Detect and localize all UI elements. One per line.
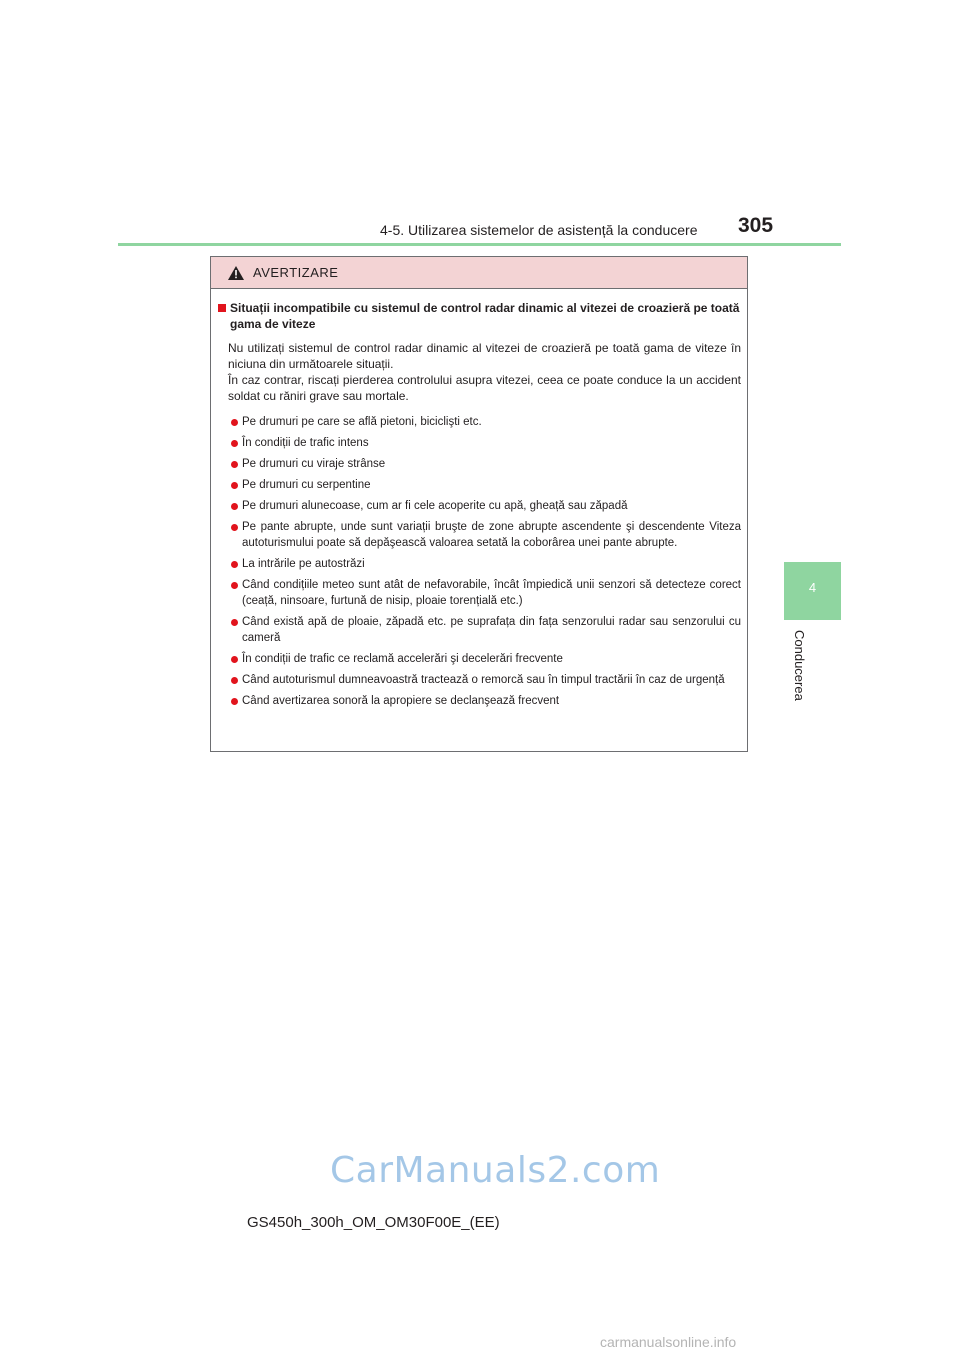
- header-rule: [118, 243, 841, 246]
- list-item: În condiții de trafic intens: [218, 435, 741, 451]
- page-number: 305: [738, 214, 774, 237]
- warning-box: [210, 256, 748, 752]
- section-text-2: În caz contrar, riscați pierderea controlului asupra vitezei, ceea ce poate conduce la un accident soldat cu răniri grave sau mortale.: [228, 373, 741, 403]
- watermark-footer[interactable]: carmanualsonline.info: [600, 1334, 737, 1350]
- list-item: Pe drumuri alunecoase, cum ar fi cele acoperite cu apă, gheață sau zăpadă: [218, 498, 741, 514]
- bullet-dot-icon: [231, 677, 238, 684]
- bullet-dot-icon: [231, 619, 238, 626]
- watermark-logo[interactable]: CarManuals2.com: [330, 1150, 661, 1191]
- bullet-dot-icon: [231, 503, 238, 510]
- list-item: În condiții de trafic ce reclamă accelerări şi decelerări frecvente: [218, 651, 741, 667]
- bullet-dot-icon: [231, 419, 238, 426]
- list-item: Când există apă de ploaie, zăpadă etc. pe suprafața din fața senzorului radar sau senzorului cu cameră: [218, 614, 741, 646]
- bullet-dot-icon: [231, 561, 238, 568]
- square-bullet-icon: [218, 304, 226, 312]
- chapter-tab-label: Conducerea: [792, 630, 807, 701]
- section-title-text: Situații incompatibile cu sistemul de control radar dinamic al vitezei de croazieră pe toată gama de viteze: [230, 301, 740, 331]
- warning-header: [211, 257, 747, 289]
- bullet-dot-icon: [231, 582, 238, 589]
- section-text: [228, 340, 741, 404]
- situation-list: [218, 414, 741, 709]
- list-item: La intrările pe autostrăzi: [218, 556, 741, 572]
- bullet-dot-icon: [231, 461, 238, 468]
- list-item: Pe pante abrupte, unde sunt variații bruşte de zone abrupte ascendente şi descendente Viteza autoturismului poate să depăşească valoarea setată la coborârea unei pante abrupte.: [218, 519, 741, 551]
- list-item: Pe drumuri pe care se află pietoni, biciclişti etc.: [218, 414, 741, 430]
- list-item: Când condițiile meteo sunt atât de nefavorabile, încât împiedică unii senzori să detecteze corect (ceață, ninsoare, furtună de nisip, ploaie torențială etc.): [218, 577, 741, 609]
- bullet-dot-icon: [231, 482, 238, 489]
- list-item: Pe drumuri cu serpentine: [218, 477, 741, 493]
- chapter-tab[interactable]: [784, 562, 841, 620]
- list-item: Când autoturismul dumneavoastră tractează o remorcă sau în timpul tractării în caz de urgență: [218, 672, 741, 688]
- chapter-title: 4-5. Utilizarea sistemelor de asistență la conducere: [380, 222, 698, 238]
- chapter-tab-number: 4: [808, 580, 817, 595]
- list-item: Pe drumuri cu viraje strânse: [218, 456, 741, 472]
- warning-triangle-icon: [227, 265, 245, 281]
- list-item: Când avertizarea sonoră la apropiere se declanşează frecvent: [218, 693, 741, 709]
- footer-code: GS450h_300h_OM_OM30F00E_(EE): [247, 1214, 500, 1231]
- bullet-dot-icon: [231, 656, 238, 663]
- section-title: [218, 300, 741, 332]
- section-text-1: Nu utilizați sistemul de control radar dinamic al vitezei de croazieră pe toată gama de viteze în niciuna din următoarele situații.: [228, 341, 741, 371]
- bullet-dot-icon: [231, 524, 238, 531]
- warning-heading: AVERTIZARE: [253, 265, 339, 280]
- warning-content: [211, 289, 747, 709]
- bullet-dot-icon: [231, 698, 238, 705]
- bullet-dot-icon: [231, 440, 238, 447]
